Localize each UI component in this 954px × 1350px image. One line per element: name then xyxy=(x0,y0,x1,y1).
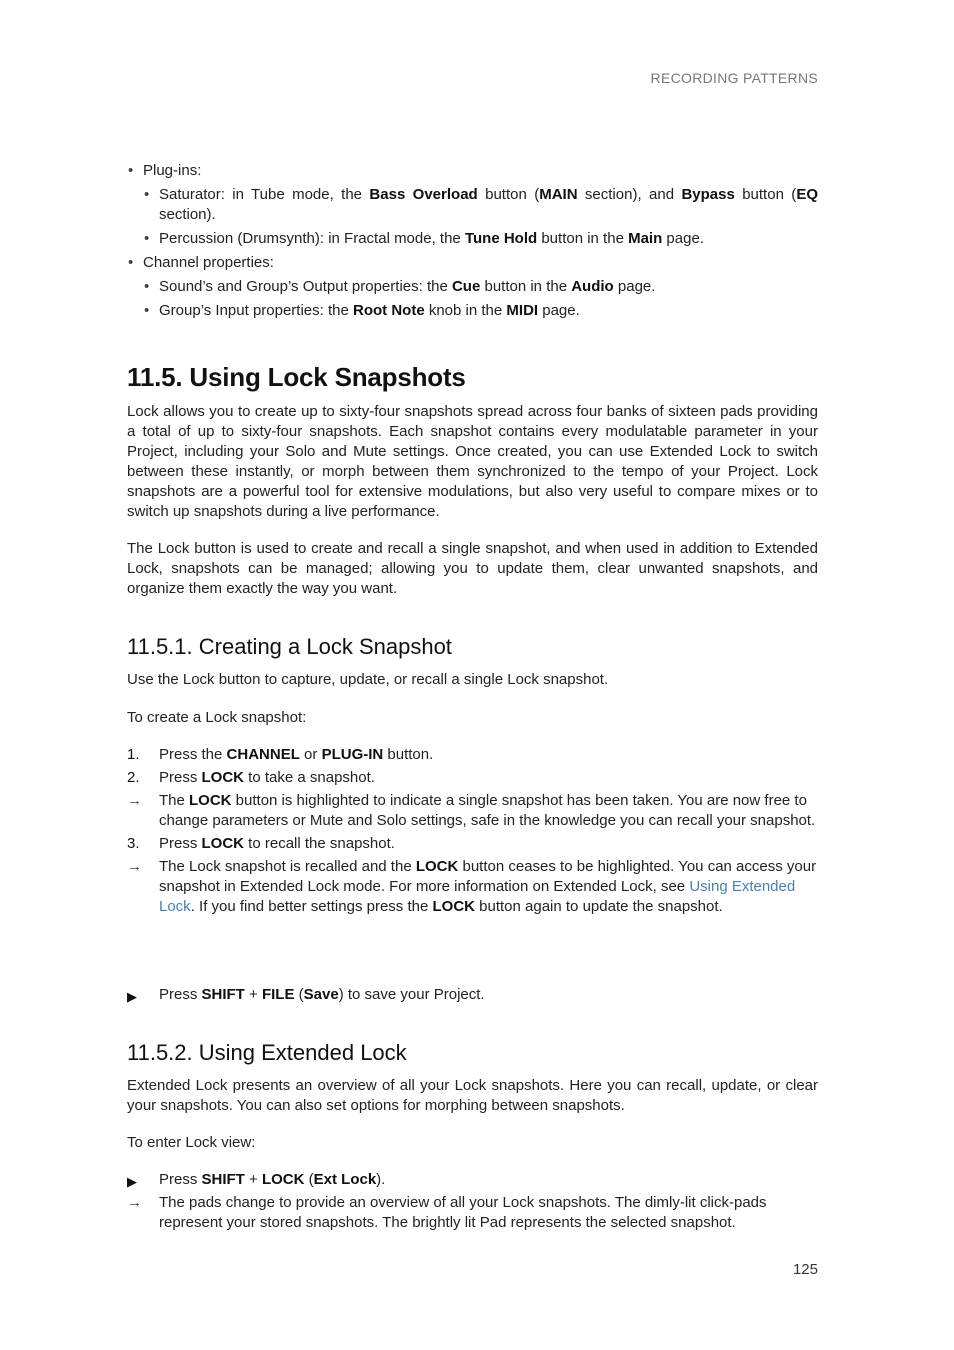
step-item: 1. Press the CHANNEL or PLUG-IN button. xyxy=(127,746,434,763)
step-number: 3. xyxy=(127,835,140,852)
step-result: → The LOCK button is highlighted to indicate a single snapshot has been taken. You are now free to change parameters or Mute and Solo settings, safe in the knowledge you can recall your snapshot. xyxy=(127,792,816,829)
action-item: ▶ Press SHIFT + LOCK (Ext Lock). xyxy=(127,1170,818,1190)
document-page xyxy=(127,0,818,1350)
action-item: ▶ Press SHIFT + FILE (Save) to save your Project. xyxy=(127,985,818,1005)
bullet-marker: • xyxy=(144,230,150,247)
action-list xyxy=(127,985,818,1008)
arrow-right-icon: → xyxy=(127,1194,142,1211)
bullet-marker: • xyxy=(144,278,150,295)
running-head: RECORDING PATTERNS xyxy=(650,70,818,86)
arrow-right-icon: → xyxy=(127,792,142,809)
play-icon: ▶ xyxy=(127,1174,137,1189)
list-item: • Sound’s and Group’s Output properties: the Cue button in the Audio page. xyxy=(144,278,656,295)
instruction-lead: To enter Lock view: xyxy=(127,1134,256,1151)
step-result: → The pads change to provide an overview of all your Lock snapshots. The dimly-lit click-pads represent your stored snapshots. The brightly lit Pad represents the selected snapshot. xyxy=(127,1194,767,1231)
subsection-heading-extended: 11.5.2. Using Extended Lock xyxy=(127,1040,407,1065)
bullet-list xyxy=(127,161,818,325)
subsection-heading-creating: 11.5.1. Creating a Lock Snapshot xyxy=(127,634,452,659)
subsection-intro: Use the Lock button to capture, update, or recall a single Lock snapshot. xyxy=(127,671,609,688)
instruction-lead: To create a Lock snapshot: xyxy=(127,709,307,726)
action-list xyxy=(127,1170,818,1236)
step-item: 3. Press LOCK to recall the snapshot. xyxy=(127,835,395,852)
step-number: 2. xyxy=(127,769,140,786)
subsection-intro: Extended Lock presents an overview of all your Lock snapshots. Here you can recall, update, or clear your snapshots. You can also set options for morphing between snapshots. xyxy=(127,1077,818,1114)
list-item: • Saturator: in Tube mode, the Bass Overload button (MAIN section), and Bypass button (EQ section). xyxy=(144,186,818,223)
arrow-right-icon: → xyxy=(127,858,142,875)
page-number: 125 xyxy=(792,1261,818,1278)
bullet-marker: • xyxy=(144,302,150,319)
section-paragraph-1: Lock allows you to create up to sixty-four snapshots spread across four banks of sixteen pads providing a total of up to sixty-four snapshots. Each snapshot contains every modulatable parameter in your Project, including your Solo and Mute settings. Once created, you can use Extended Lock to switch between these instantly, or morph between them synchronized to the tempo of your Project. Lock snapshots are a powerful tool for extensive modulations, but also very useful to compare mixes or to switch up snapshots during a live performance. xyxy=(127,403,818,520)
bullet-marker: • xyxy=(128,162,134,179)
list-item: • Channel properties: xyxy=(128,254,274,271)
list-item: • Percussion (Drumsynth): in Fractal mode, the Tune Hold button in the Main page. xyxy=(144,230,704,247)
using-extended-lock-link[interactable]: Using Extended Lock xyxy=(159,878,796,915)
list-item: • Plug-ins: xyxy=(128,162,202,179)
step-number: 1. xyxy=(127,746,140,763)
bullet-marker: • xyxy=(128,254,134,271)
section-heading: 11.5. Using Lock Snapshots xyxy=(127,362,466,392)
list-item: • Group’s Input properties: the Root Note knob in the MIDI page. xyxy=(144,302,580,319)
step-list xyxy=(127,745,818,920)
section-paragraph-2: The Lock button is used to create and recall a single snapshot, and when used in addition to Extended Lock, snapshots can be managed; allowing you to update them, clear unwanted snapshots, and organize them exactly the way you want. xyxy=(127,540,818,597)
step-item: 2. Press LOCK to take a snapshot. xyxy=(127,769,375,786)
play-icon: ▶ xyxy=(127,989,137,1004)
bullet-marker: • xyxy=(144,186,150,203)
step-result: → The Lock snapshot is recalled and the LOCK button ceases to be highlighted. You can access your snapshot in Extended Lock mode. For more information on Extended Lock, see Using Extended Lock. If you find better settings press the LOCK button again to update the snapshot. xyxy=(127,858,817,915)
